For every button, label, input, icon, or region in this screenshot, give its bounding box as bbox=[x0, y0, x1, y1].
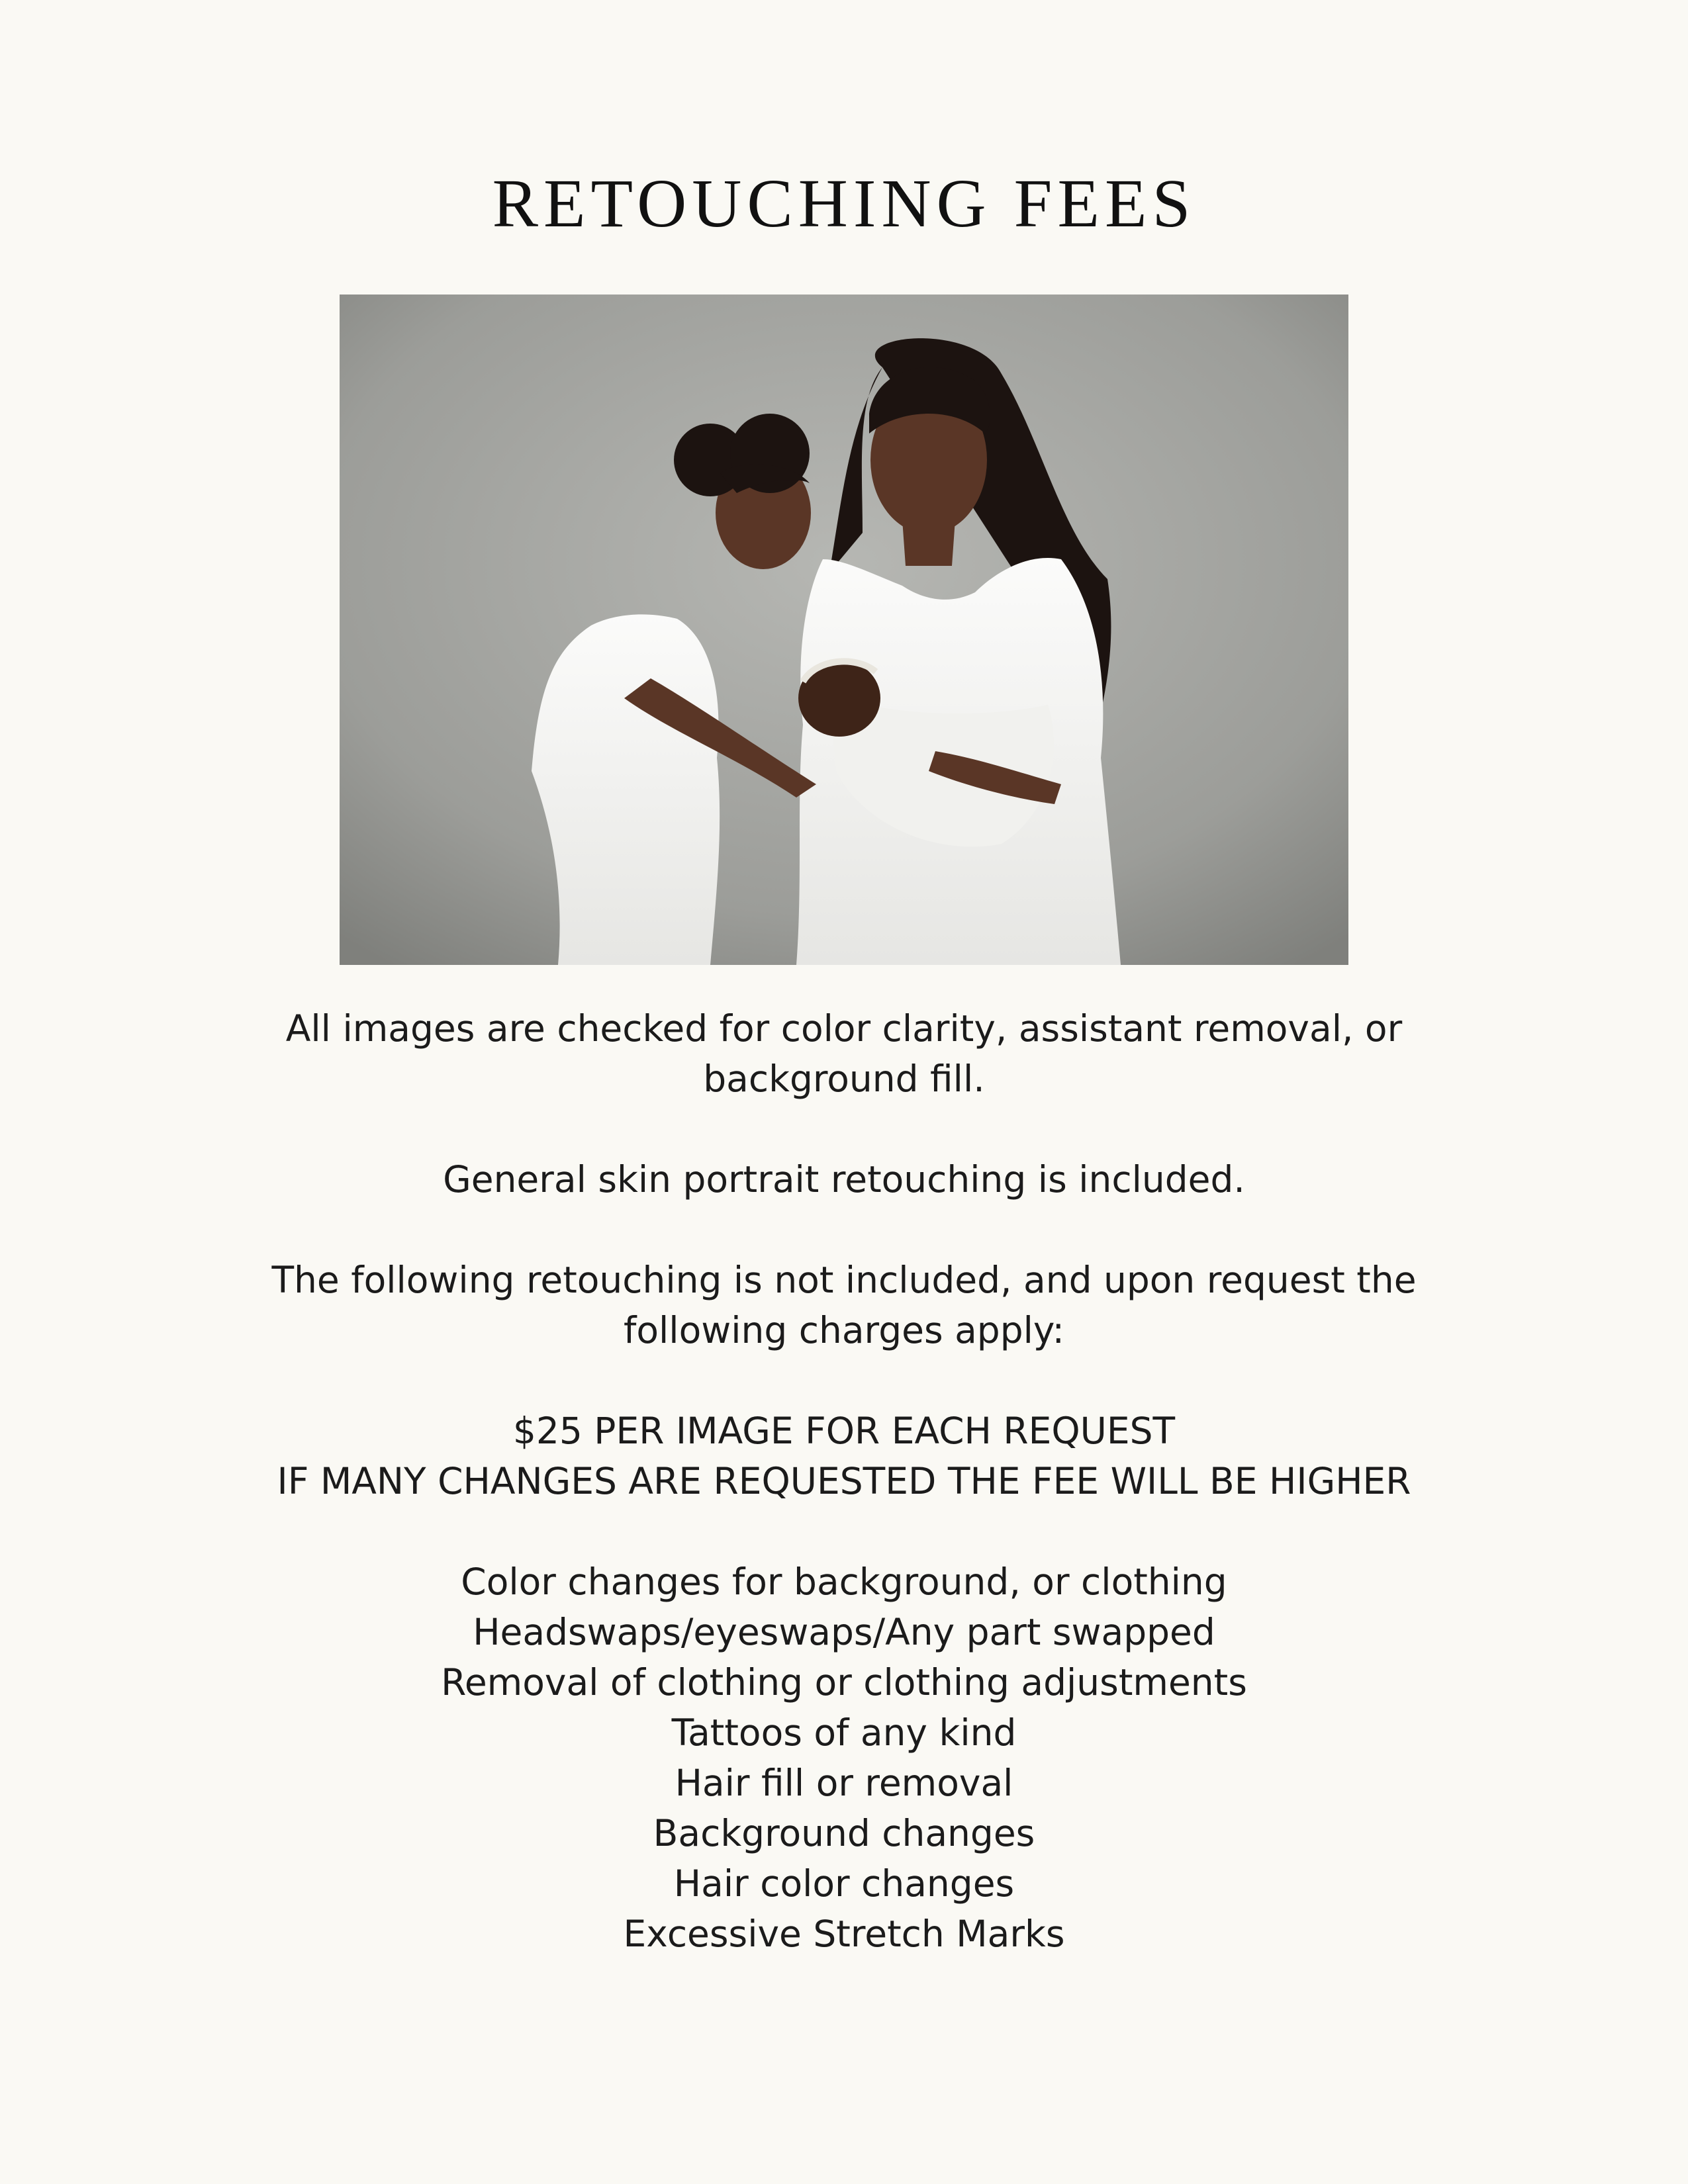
list-item: Excessive Stretch Marks bbox=[623, 1913, 1065, 1955]
not-included-paragraph: The following retouching is not included, and upon request the following charges apply: bbox=[271, 1259, 1417, 1351]
checked-paragraph: All images are checked for color clarity, assistant removal, or background fill. bbox=[285, 1007, 1403, 1100]
list-item: Hair color changes bbox=[673, 1862, 1015, 1905]
fees-content bbox=[199, 1003, 1489, 1959]
many-changes-fee: IF MANY CHANGES ARE REQUESTED THE FEE WILL BE HIGHER bbox=[277, 1460, 1411, 1502]
services-list bbox=[199, 1557, 1489, 1959]
list-item: Background changes bbox=[653, 1812, 1035, 1854]
list-item: Color changes for background, or clothing bbox=[461, 1561, 1227, 1603]
page-title: RETOUCHING FEES bbox=[492, 165, 1196, 242]
list-item: Hair fill or removal bbox=[675, 1762, 1013, 1804]
family-portrait-image bbox=[340, 295, 1348, 965]
per-image-fee: $25 PER IMAGE FOR EACH REQUEST bbox=[512, 1410, 1176, 1452]
list-item: Tattoos of any kind bbox=[671, 1711, 1017, 1754]
included-paragraph: General skin portrait retouching is included. bbox=[443, 1158, 1245, 1201]
list-item: Headswaps/eyeswaps/Any part swapped bbox=[473, 1611, 1215, 1653]
list-item: Removal of clothing or clothing adjustments bbox=[441, 1661, 1247, 1704]
